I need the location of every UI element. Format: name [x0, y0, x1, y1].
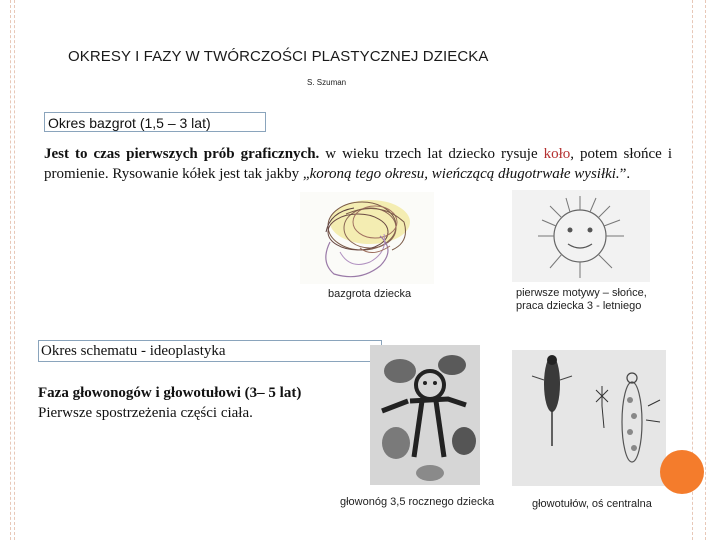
headbody-caption: głowotułów, oś centralna	[532, 498, 652, 510]
section-heading-schema-period: Okres schematu - ideoplastyka	[38, 340, 382, 362]
section-heading-scribble-period: Okres bazgrot (1,5 – 3 lat)	[44, 112, 266, 132]
scribble-drawing-image	[300, 192, 434, 284]
left-frame-border	[10, 0, 15, 540]
sun-caption-line2: praca dziecka 3 - letniego	[516, 300, 642, 312]
sun-drawing-image	[512, 190, 650, 282]
para-text-2: , potem słońce i promienie. Rysowanie kółek jest tak jakby „	[44, 146, 672, 182]
orange-circle-decoration	[660, 450, 704, 494]
headbody-figure-icon	[512, 350, 666, 486]
para-italic-quote: koroną tego okresu, wieńczącą długotrwałe wysiłki.	[309, 166, 620, 182]
headfooter-drawing-image	[370, 345, 480, 485]
phase-text: Pierwsze spostrzeżenia części ciała.	[38, 405, 253, 421]
para-bold-text: Jest to czas pierwszych prób graficznych.	[44, 146, 320, 162]
scribble-caption: bazgrota dziecka	[328, 288, 412, 300]
para-red-word: koło	[543, 146, 571, 162]
headfooter-figure-icon	[370, 345, 480, 485]
para-end: ”.	[619, 166, 631, 182]
scribble-period-paragraph	[44, 144, 672, 184]
para-text-1: w wieku trzech lat dziecko rysuje	[319, 146, 544, 162]
phase-title: Faza głowonogów i głowotułowi (3– 5 lat)	[38, 385, 302, 401]
headbody-drawing-image	[512, 350, 666, 486]
headfooter-caption: głowonóg 3,5 rocznego dziecka	[340, 496, 495, 508]
author-label: S. Szuman	[307, 78, 347, 87]
scribble-icon	[300, 192, 434, 284]
sun-caption-line1: pierwsze motywy – słońce,	[516, 287, 647, 299]
slide-title: OKRESY I FAZY W TWÓRCZOŚCI PLASTYCZNEJ DZIECKA	[68, 48, 489, 65]
sun-face-icon	[512, 190, 650, 282]
phase-description	[38, 383, 378, 423]
